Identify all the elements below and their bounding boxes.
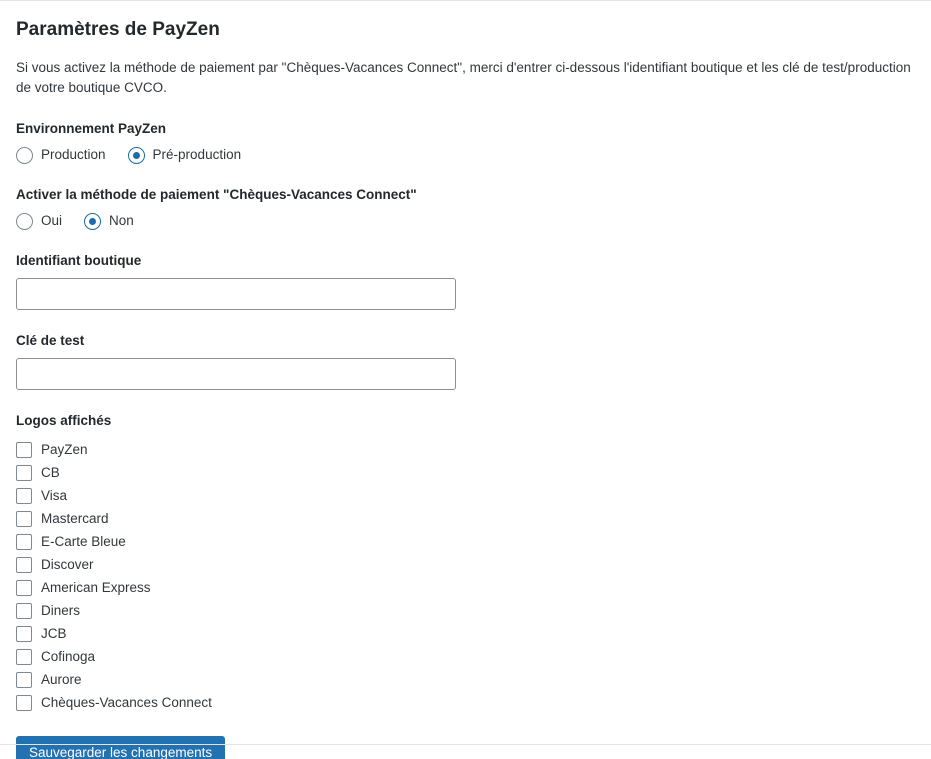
logo-item-label: Aurore bbox=[41, 671, 82, 687]
environment-radio-group bbox=[16, 146, 915, 164]
logo-item-aurore[interactable] bbox=[16, 668, 915, 691]
save-button[interactable]: Sauvegarder les changements bbox=[16, 736, 225, 759]
logo-item-visa[interactable] bbox=[16, 484, 915, 507]
shop-id-label: Identifiant boutique bbox=[16, 253, 142, 268]
checkbox-icon-payzen[interactable] bbox=[16, 442, 32, 458]
enable-cvco-label: Activer la méthode de paiement "Chèques-Vacances Connect" bbox=[16, 187, 417, 202]
logo-item-label: Chèques-Vacances Connect bbox=[41, 694, 212, 710]
radio-icon-preproduction[interactable] bbox=[128, 147, 145, 164]
radio-icon-production[interactable] bbox=[16, 147, 33, 164]
checkbox-icon-discover[interactable] bbox=[16, 557, 32, 573]
logo-item-jcb[interactable] bbox=[16, 622, 915, 645]
enable-cvco-option-no[interactable] bbox=[84, 212, 134, 230]
enable-cvco-option-yes[interactable] bbox=[16, 212, 62, 230]
logo-item-label: CB bbox=[41, 464, 60, 480]
logo-item-label: Discover bbox=[41, 556, 94, 572]
logo-item-label: E-Carte Bleue bbox=[41, 533, 126, 549]
checkbox-icon-cb[interactable] bbox=[16, 465, 32, 481]
environment-option-production[interactable] bbox=[16, 146, 106, 164]
bottom-divider bbox=[0, 744, 931, 745]
logo-item-label: PayZen bbox=[41, 441, 88, 457]
logo-item-mastercard[interactable] bbox=[16, 507, 915, 530]
radio-icon-no[interactable] bbox=[84, 213, 101, 230]
enable-cvco-option-no-label: Non bbox=[109, 213, 134, 228]
checkbox-icon-visa[interactable] bbox=[16, 488, 32, 504]
top-divider bbox=[0, 0, 931, 1]
checkbox-icon-american-express[interactable] bbox=[16, 580, 32, 596]
enable-cvco-radio-group bbox=[16, 212, 915, 230]
checkbox-icon-diners[interactable] bbox=[16, 603, 32, 619]
page-title: Paramètres de PayZen bbox=[16, 19, 220, 40]
logos-checkbox-list bbox=[16, 438, 915, 714]
checkbox-icon-jcb[interactable] bbox=[16, 626, 32, 642]
environment-label: Environnement PayZen bbox=[16, 121, 167, 136]
logo-item-label: Mastercard bbox=[41, 510, 109, 526]
logo-item-cb[interactable] bbox=[16, 461, 915, 484]
environment-option-preproduction-label: Pré-production bbox=[152, 147, 242, 162]
test-key-input[interactable] bbox=[16, 358, 456, 390]
checkbox-icon-aurore[interactable] bbox=[16, 672, 32, 688]
logo-item-cheques-vacances-connect[interactable] bbox=[16, 691, 915, 714]
logo-item-label: American Express bbox=[41, 579, 151, 595]
checkbox-icon-e-carte-bleue[interactable] bbox=[16, 534, 32, 550]
logo-item-discover[interactable] bbox=[16, 553, 915, 576]
logo-item-label: Visa bbox=[41, 487, 68, 503]
enable-cvco-option-yes-label: Oui bbox=[41, 213, 63, 228]
checkbox-icon-cheques-vacances-connect[interactable] bbox=[16, 695, 32, 711]
logo-item-diners[interactable] bbox=[16, 599, 915, 622]
intro-text: Si vous activez la méthode de paiement par "Chèques-Vacances Connect", merci d'entrer ci-dessous l'identifiant boutique et les clé de test/production de votre boutique CVCO. bbox=[16, 60, 911, 95]
logo-item-label: Diners bbox=[41, 602, 81, 618]
radio-icon-yes[interactable] bbox=[16, 213, 33, 230]
environment-option-preproduction[interactable] bbox=[128, 146, 242, 164]
logo-item-e-carte-bleue[interactable] bbox=[16, 530, 915, 553]
checkbox-icon-cofinoga[interactable] bbox=[16, 649, 32, 665]
logo-item-cofinoga[interactable] bbox=[16, 645, 915, 668]
checkbox-icon-mastercard[interactable] bbox=[16, 511, 32, 527]
logo-item-american-express[interactable] bbox=[16, 576, 915, 599]
environment-option-production-label: Production bbox=[41, 147, 106, 162]
logo-item-label: Cofinoga bbox=[41, 648, 96, 664]
logos-label: Logos affichés bbox=[16, 413, 112, 428]
test-key-label: Clé de test bbox=[16, 333, 85, 348]
shop-id-input[interactable] bbox=[16, 278, 456, 310]
logo-item-payzen[interactable] bbox=[16, 438, 915, 461]
logo-item-label: JCB bbox=[41, 625, 67, 641]
